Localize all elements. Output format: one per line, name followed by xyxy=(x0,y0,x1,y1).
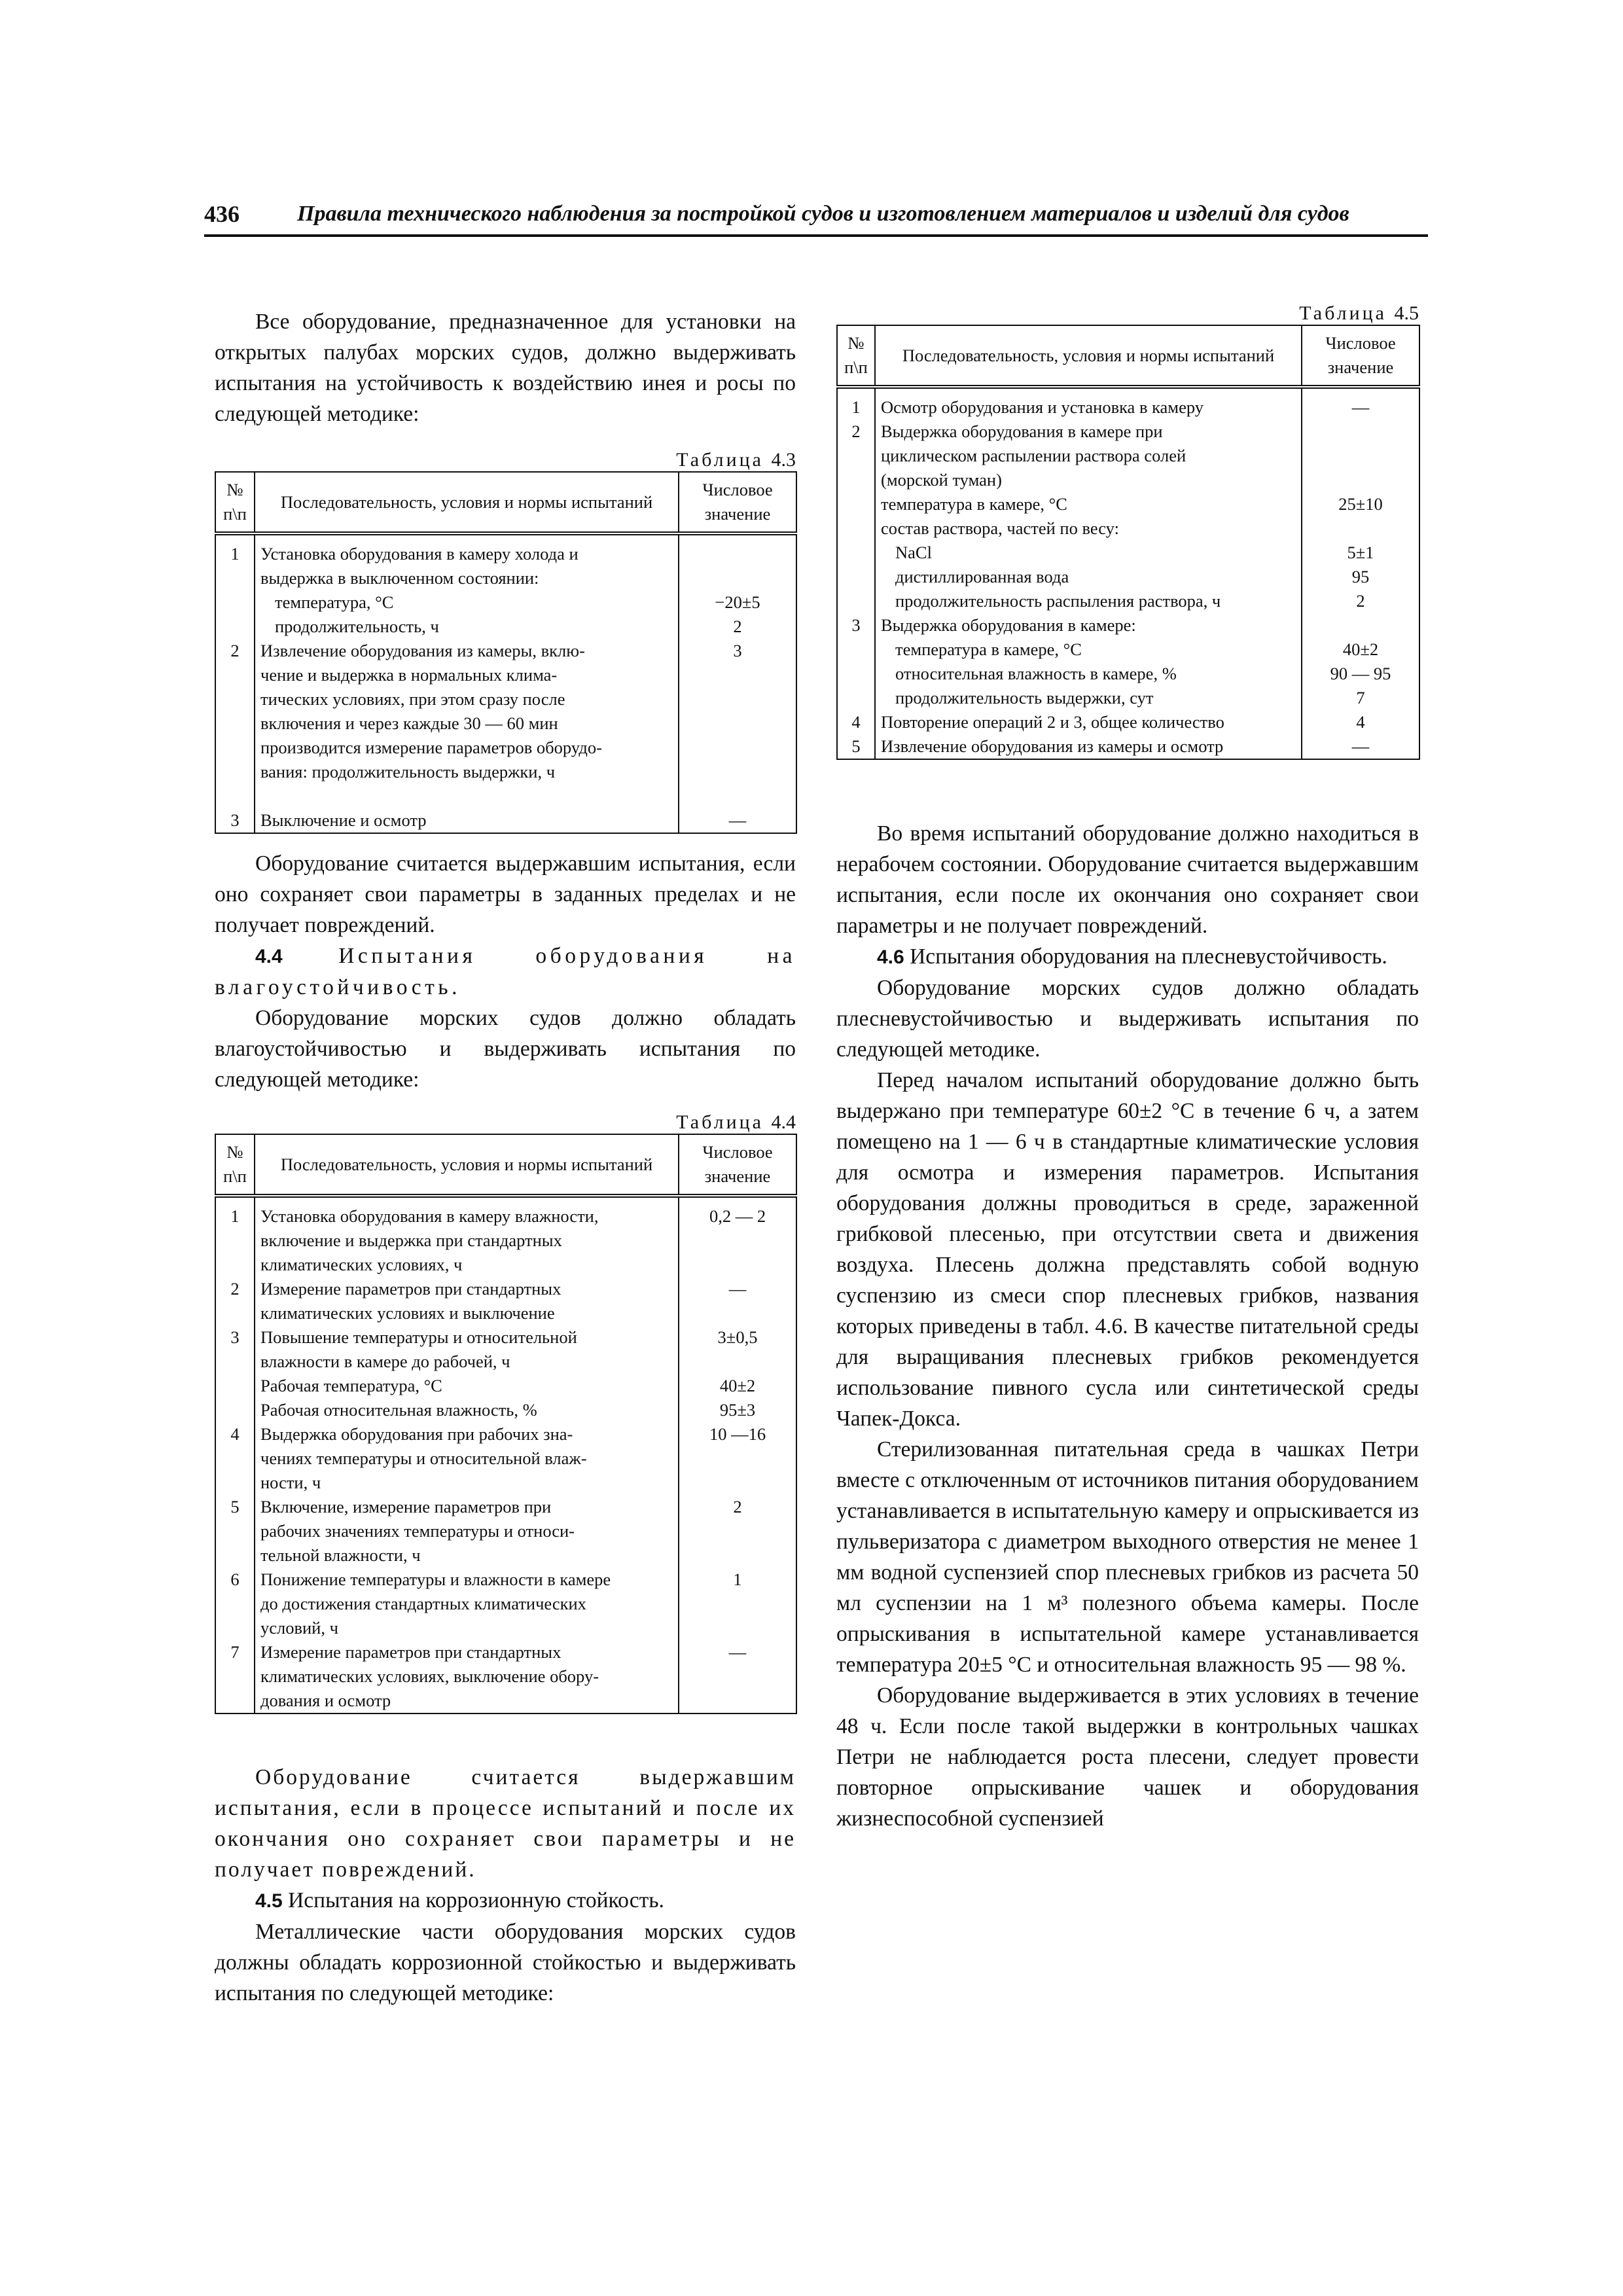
table-cell-line: 7 xyxy=(1356,688,1365,708)
table-cell-line xyxy=(682,1543,793,1568)
table-cell-line: 2 xyxy=(230,641,240,660)
table-cell-line: Осмотр оборудования и установка в камеру xyxy=(881,397,1204,417)
table-cell-line: (морской туман) xyxy=(881,470,1002,490)
table-cell-line xyxy=(682,1350,793,1374)
table-cell-line xyxy=(839,637,873,662)
table-cell-line: дования и осмотр xyxy=(260,1691,391,1710)
table-cell-line: 1 xyxy=(230,1206,240,1226)
table-cell-line xyxy=(839,516,873,541)
paragraph: Перед началом испытаний оборудование должно быть выдержано при температуре 60±2 °С в течение 6 ч, а затем помещено на 1 — 6 ч в стандартные климатические условия для осмотра и измерения параметров. Испытания оборудования должны проводиться в среде, зараженной грибковой плесенью, при отсутствии света и движения воздуха. Плесень должна представлять собой водную суспензию из смеси спор плесневых грибков, названия которых приведены в табл. 4.6. В качестве питательной среды для выращивания плесневых грибков рекомендуется использование пивного сусла или синтетической среды Чапек-Докса. xyxy=(836,1068,1419,1431)
table-cell-line xyxy=(839,589,873,613)
table-cell-line xyxy=(682,760,793,784)
table-cell-line: 10 —16 xyxy=(709,1424,766,1444)
table-cell-line xyxy=(217,1398,253,1422)
table-cell-line: — xyxy=(728,810,747,830)
table-cell-line xyxy=(217,566,253,590)
spec-table xyxy=(215,1134,797,1714)
paragraph: Металлические части оборудования морских судов должны обладать коррозионной стойкостью и выдерживать испытания по следующей методике: xyxy=(215,1920,796,2005)
table-cell-line xyxy=(217,663,253,687)
table-cell-line: чение и выдержка в нормальных клима- xyxy=(260,665,558,685)
table-cell-line xyxy=(682,1689,793,1713)
table-cell-line xyxy=(217,1301,253,1325)
table-cell-line xyxy=(217,736,253,760)
table-cell-line: до достижения стандартных климатических xyxy=(260,1594,586,1613)
table-cell-line xyxy=(217,1471,253,1495)
table-cell-line: 1 xyxy=(733,1570,742,1589)
table-cell-line: Включение, измерение параметров при xyxy=(260,1497,552,1516)
table-cell-line: 3 xyxy=(733,641,742,660)
table-cell-line: температура в камере, °С xyxy=(895,639,1082,659)
table-cell-line xyxy=(217,784,253,808)
table-cell-line: 7 xyxy=(230,1642,240,1662)
paragraph: Стерилизованная питательная среда в чашках Петри вместе с отключенным от источников питания оборудованием устанавливается в испытательную камеру и опрыскивается из пульверизатора с диаметром выходного отверстия не менее 1 мм водной суспензией спор плесневых грибков из расчета 50 мл суспензии на 1 м³ полезного объема камеры. После опрыскивания в испытательной камере устанавливается температура 20±5 °С и относительная влажность 95 — 98 %. xyxy=(836,1437,1419,1677)
table-row xyxy=(837,387,1419,759)
table-cell-line: климатических условиях, ч xyxy=(260,1255,463,1274)
paragraph: Оборудование считается выдержавшим испытания, если в процессе испытаний и после их окончания оно сохраняет свои параметры и не получает повреждений. xyxy=(215,1765,796,1882)
table-4-5 xyxy=(836,302,1419,760)
table-cell-line xyxy=(682,711,793,736)
table-cell-line xyxy=(1305,516,1416,541)
table-cell-line: относительная влажность в камере, % xyxy=(895,664,1177,683)
table-cell-line xyxy=(217,687,253,711)
table-cell-line: 5 xyxy=(230,1497,240,1516)
table-cell-line: Измерение параметров при стандартных xyxy=(260,1279,562,1299)
table-cell-line xyxy=(682,1519,793,1543)
table-cell-line: 95±3 xyxy=(719,1400,756,1420)
paragraph: Оборудование морских судов должно обладать влагоустойчивостью и выдерживать испытания по следующей методике: xyxy=(215,1006,796,1092)
table-cell-line xyxy=(682,1471,793,1495)
table-cell-line xyxy=(1305,613,1416,637)
table-cell-line: включение и выдержка при стандартных xyxy=(260,1230,562,1250)
table-cell-line: 2 xyxy=(851,422,861,441)
table-cell-line: Выключение и осмотр xyxy=(260,810,427,830)
running-header xyxy=(204,196,1428,237)
table-cell-line xyxy=(1305,420,1416,444)
table-cell-line: 0,2 — 2 xyxy=(709,1206,766,1226)
table-cell-line: дистиллированная вода xyxy=(895,567,1069,586)
table-cell-line: 2 xyxy=(230,1279,240,1299)
table-cell-line: тельной влажности, ч xyxy=(260,1545,421,1565)
table-cell-line xyxy=(217,1543,253,1568)
page-number: 436 xyxy=(204,201,240,227)
col-header-sequence: Последовательность, условия и нормы испытаний xyxy=(875,325,1302,387)
table-cell-line: 3 xyxy=(230,810,240,830)
table-cell-line xyxy=(217,590,253,615)
table-cell-line xyxy=(217,1253,253,1277)
col-header-number: № п\п xyxy=(837,325,875,387)
table-cell-line xyxy=(682,784,793,808)
table-cell-line: — xyxy=(1351,397,1370,417)
table-cell-line: температура, °С xyxy=(275,592,394,612)
running-title: Правила технического наблюдения за постройкой судов и изготовлением материалов и изделий для судов xyxy=(297,202,1349,226)
table-cell-line xyxy=(682,1229,793,1253)
table-cell-line xyxy=(217,1616,253,1640)
table-cell-line xyxy=(682,1616,793,1640)
table-cell-line: Повторение операций 2 и 3, общее количество xyxy=(881,712,1224,732)
table-cell-line: рабочих значениях температуры и относи- xyxy=(260,1521,575,1541)
table-cell-line: 1 xyxy=(230,544,240,564)
table-cell-line: циклическом распылении раствора солей xyxy=(881,446,1186,465)
spec-table xyxy=(836,325,1420,760)
right-text xyxy=(836,818,1419,1834)
table-cell-line xyxy=(839,444,873,468)
table-cell-line xyxy=(217,1350,253,1374)
table-cell-line: Рабочая температура, °С xyxy=(260,1376,442,1395)
table-cell-line: продолжительность выдержки, сут xyxy=(895,688,1154,708)
table-cell-line: Установка оборудования в камеру холода и xyxy=(260,544,579,564)
table-cell-line xyxy=(260,784,673,808)
paragraph: Оборудование морских судов должно обладать плесневустойчивостью и выдерживать испытания по следующей методике. xyxy=(836,976,1419,1062)
table-cell-line: производится измерение параметров оборудо- xyxy=(260,738,602,757)
table-cell-line xyxy=(217,760,253,784)
paragraph: Оборудование считается выдержавшим испытания, если оно сохраняет свои параметры в заданных пределах и не получает повреждений. xyxy=(215,852,796,937)
table-cell-line: температура в камере, °С xyxy=(881,494,1067,514)
table-cell-line: 6 xyxy=(230,1570,240,1589)
table-cell-line: 4 xyxy=(230,1424,240,1444)
table-cell-line: 3±0,5 xyxy=(717,1327,758,1347)
table-cell-line: 40±2 xyxy=(1342,639,1379,659)
table-cell-line: ности, ч xyxy=(260,1473,321,1492)
col-header-value: Числовое значение xyxy=(679,472,796,533)
table-caption: Таблица 4.3 xyxy=(676,449,796,471)
table-caption: Таблица 4.5 xyxy=(1299,302,1419,324)
table-cell-line: 40±2 xyxy=(719,1376,756,1395)
table-caption: Таблица 4.4 xyxy=(676,1111,796,1133)
table-cell-line: Повышение температуры и относительной xyxy=(260,1327,577,1347)
col-header-sequence: Последовательность, условия и нормы испытаний xyxy=(255,1134,679,1196)
left-column xyxy=(215,306,796,429)
table-cell-line xyxy=(682,1253,793,1277)
left-text-end xyxy=(215,1762,796,2009)
table-cell-line: Выдержка оборудования в камере: xyxy=(881,615,1136,635)
table-cell-line xyxy=(839,468,873,492)
table-cell-line: условий, ч xyxy=(260,1618,338,1638)
table-cell-line: 95 xyxy=(1351,567,1370,586)
col-header-sequence: Последовательность, условия и нормы испытаний xyxy=(255,472,679,533)
table-cell-line xyxy=(1305,444,1416,468)
section-heading-4-5: 4.5 Испытания на коррозионную стойкость. xyxy=(255,1888,664,1912)
section-heading-4-4: 4.4 Испытания оборудования на влагоустойчивость. xyxy=(215,944,796,999)
table-row xyxy=(215,1196,796,1713)
table-cell-line xyxy=(1305,468,1416,492)
table-cell-line: включения и через каждые 30 — 60 мин xyxy=(260,713,558,733)
col-header-value: Числовое значение xyxy=(1302,325,1419,387)
table-cell-line: Выдержка оборудования в камере при xyxy=(881,422,1163,441)
table-cell-line: NaCl xyxy=(895,543,932,562)
table-cell-line xyxy=(839,541,873,565)
table-cell-line: продолжительность распыления раствора, ч xyxy=(895,591,1221,611)
table-cell-line: выдержка в выключенном состоянии: xyxy=(260,568,539,588)
table-cell-line: — xyxy=(1351,736,1370,756)
table-cell-line: −20±5 xyxy=(715,592,760,612)
table-4-4 xyxy=(215,1111,796,1714)
intro-paragraph: Все оборудование, предназначенное для установки на открытых палубах морских судов, должно выдерживать испытания на устойчивость к воздействию инея и росы по следующей методике: xyxy=(215,310,796,426)
table-cell-line xyxy=(682,1592,793,1616)
table-cell-line: Рабочая относительная влажность, % xyxy=(260,1400,537,1420)
table-cell-line xyxy=(217,1592,253,1616)
table-cell-line xyxy=(682,1664,793,1689)
table-cell-line xyxy=(682,1301,793,1325)
col-header-number: № п\п xyxy=(215,472,255,533)
table-cell-line: состав раствора, частей по весу: xyxy=(881,518,1119,538)
table-cell-line: 1 xyxy=(851,397,861,417)
table-cell-line: 3 xyxy=(230,1327,240,1347)
table-cell-line xyxy=(839,492,873,516)
table-cell-line: 5 xyxy=(851,736,861,756)
table-cell-line xyxy=(217,711,253,736)
spec-table xyxy=(215,471,797,834)
table-cell-line xyxy=(839,686,873,710)
table-cell-line xyxy=(682,687,793,711)
table-cell-line xyxy=(682,736,793,760)
paragraph: Оборудование выдерживается в этих условиях в течение 48 ч. Если после такой выдержки в контрольных чашках Петри не наблюдается роста плесени, следует провести повторное опрыскивание чашек и оборудования жизнеспособной суспензией xyxy=(836,1683,1419,1831)
table-cell-line: Извлечение оборудования из камеры, вклю- xyxy=(260,641,585,660)
paragraph: Во время испытаний оборудование должно находиться в нерабочем состоянии. Оборудование считается выдержавшим испытания, если после их окончания оно сохраняет свои параметры и не получает повреждений. xyxy=(836,821,1419,938)
table-cell-line xyxy=(217,1374,253,1398)
col-header-number: № п\п xyxy=(215,1134,255,1196)
table-cell-line: Выдержка оборудования при рабочих зна- xyxy=(260,1424,573,1444)
table-cell-line: климатических условиях и выключение xyxy=(260,1303,555,1323)
table-cell-line: 4 xyxy=(851,712,861,732)
table-cell-line: 90 — 95 xyxy=(1330,664,1391,683)
table-cell-line: — xyxy=(728,1279,747,1299)
table-cell-line xyxy=(682,1446,793,1471)
table-cell-line: климатических условиях, выключение обору- xyxy=(260,1666,599,1686)
table-cell-line: 4 xyxy=(1356,712,1365,732)
table-cell-line xyxy=(682,663,793,687)
table-cell-line xyxy=(217,1229,253,1253)
table-cell-line: вания: продолжительность выдержки, ч xyxy=(260,762,556,781)
table-cell-line xyxy=(217,1446,253,1471)
table-cell-line: 5±1 xyxy=(1347,543,1374,562)
table-cell-line: 25±10 xyxy=(1338,494,1383,514)
table-cell-line xyxy=(217,1519,253,1543)
section-heading-4-6: 4.6 Испытания оборудования на плесневустойчивость. xyxy=(877,944,1387,969)
table-cell-line xyxy=(217,615,253,639)
table-cell-line xyxy=(839,565,873,589)
table-cell-line xyxy=(217,1664,253,1689)
col-header-value: Числовое значение xyxy=(679,1134,796,1196)
table-cell-line xyxy=(682,542,793,566)
table-cell-line: чениях температуры и относительной влаж- xyxy=(260,1448,587,1468)
table-cell-line: — xyxy=(728,1642,747,1662)
table-cell-line: Установка оборудования в камеру влажности, xyxy=(260,1206,599,1226)
table-cell-line: 3 xyxy=(851,615,861,635)
table-cell-line: влажности в камере до рабочей, ч xyxy=(260,1352,510,1371)
table-cell-line xyxy=(217,1689,253,1713)
table-cell-line xyxy=(682,566,793,590)
table-cell-line: 2 xyxy=(733,617,742,636)
table-cell-line: тических условиях, при этом сразу после xyxy=(260,689,565,709)
table-cell-line: Извлечение оборудования из камеры и осмотр xyxy=(881,736,1224,756)
table-cell-line: продолжительность, ч xyxy=(275,617,439,636)
left-text-after-43 xyxy=(215,848,796,1095)
table-4-3 xyxy=(215,449,796,834)
table-cell-line xyxy=(839,662,873,686)
table-row xyxy=(215,533,796,833)
table-cell-line: 2 xyxy=(1356,591,1365,611)
table-cell-line: 2 xyxy=(733,1497,742,1516)
table-cell-line: Понижение температуры и влажности в камере xyxy=(260,1570,611,1589)
table-cell-line: Измерение параметров при стандартных xyxy=(260,1642,562,1662)
